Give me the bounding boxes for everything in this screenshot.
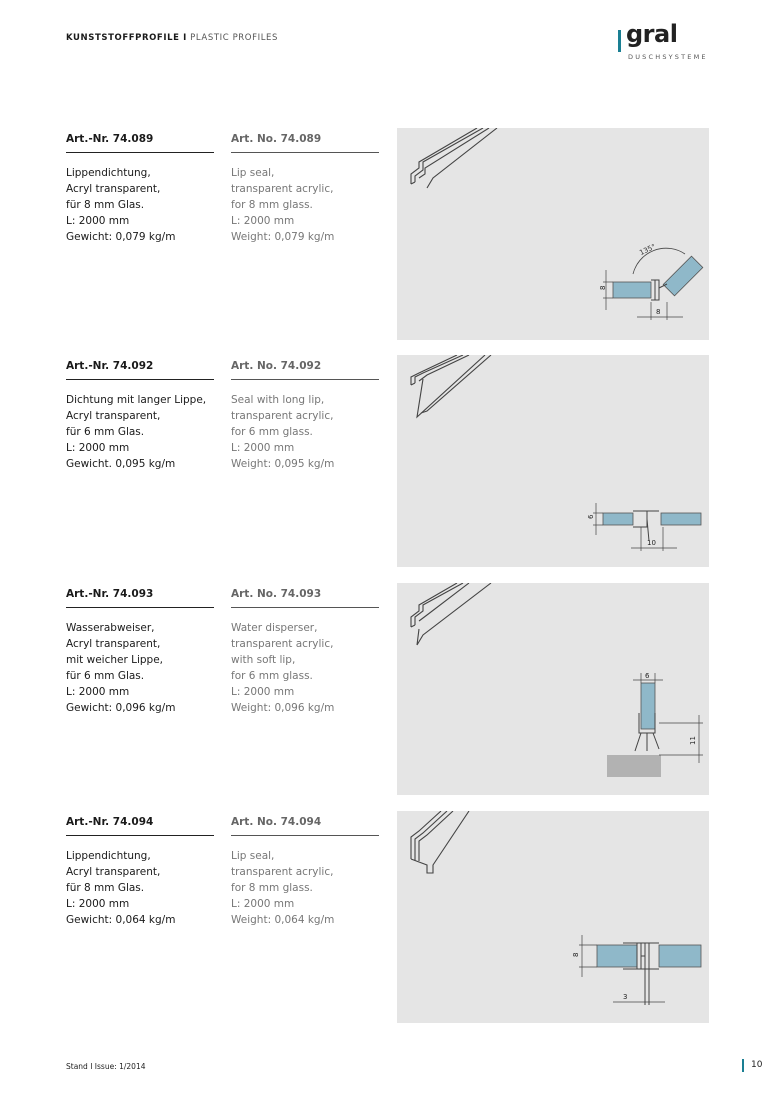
glass-pane [641,683,655,729]
desc-line: Weight: 0,096 kg/m [231,702,335,714]
desc-line: L: 2000 mm [66,898,130,910]
width-dim-label: 3 [623,993,628,1001]
product-row [0,132,777,347]
article-number-de: Art.-Nr. 74.094 [66,815,214,836]
desc-line: for 8 mm glass. [231,882,313,894]
description-en [231,392,379,472]
desc-line: Gewicht. 0,095 kg/m [66,458,176,470]
desc-line: for 8 mm glass. [231,199,313,211]
glass-dim-label: 8 [599,285,607,290]
desc-line: L: 2000 mm [66,686,130,698]
desc-line: Lip seal, [231,167,275,179]
glass-pane-right [659,945,701,967]
desc-line: L: 2000 mm [231,215,295,227]
glass-dim-label: 8 [572,952,580,957]
desc-line: L: 2000 mm [231,442,295,454]
desc-line: für 8 mm Glas. [66,199,145,211]
article-number-de: Art.-Nr. 74.092 [66,359,214,380]
product-drawing-panel [397,583,709,795]
desc-line: Seal with long lip, [231,394,325,406]
description-de [66,165,214,245]
desc-line: Dichtung mit langer Lippe, [66,394,207,406]
floor-block [607,755,661,777]
profile-drawing [397,583,709,795]
article-number-en: Art. No. 74.093 [231,587,379,608]
desc-line: for 6 mm glass. [231,426,313,438]
description-de [66,620,214,716]
profile-drawing [397,811,709,1023]
header-title-en: PLASTIC PROFILES [190,33,278,43]
desc-line: Lippendichtung, [66,850,151,862]
desc-line: für 6 mm Glas. [66,426,145,438]
glass-dim-label: 6 [587,514,595,519]
glass-pane-left [603,513,633,525]
logo-subtitle: DUSCHSYSTEME [628,53,708,61]
profile-perspective [411,355,491,417]
glass-dim-label: 6 [645,672,650,680]
desc-line: transparent acrylic, [231,410,334,422]
profile-drawing [397,355,709,567]
brand-logo [618,22,718,66]
product-drawing-panel [397,355,709,567]
glass-pane-right [661,513,701,525]
desc-line: transparent acrylic, [231,638,334,650]
desc-line: L: 2000 mm [231,686,295,698]
glass-pane-left [613,282,651,298]
glass-pane-left [597,945,637,967]
product-column-en [231,587,379,716]
desc-line: Water disperser, [231,622,318,634]
product-column-de [66,815,214,928]
width-dim-label: 8 [656,308,661,316]
product-column-en [231,132,379,245]
page-header [66,33,278,43]
desc-line: L: 2000 mm [66,442,130,454]
product-column-en [231,815,379,928]
desc-line: Acryl transparent, [66,183,161,195]
article-number-en: Art. No. 74.094 [231,815,379,836]
desc-line: Acryl transparent, [66,866,161,878]
article-number-de: Art.-Nr. 74.093 [66,587,214,608]
profile-perspective [411,811,469,873]
glass-pane-right [663,256,703,296]
desc-line: L: 2000 mm [231,898,295,910]
article-number-de: Art.-Nr. 74.089 [66,132,214,153]
desc-line: Acryl transparent, [66,638,161,650]
desc-line: Weight: 0,064 kg/m [231,914,335,926]
product-row [0,815,777,1030]
product-column-en [231,359,379,472]
width-dim-label: 10 [647,539,656,547]
logo-accent-bar [618,30,621,52]
desc-line: Gewicht: 0,096 kg/m [66,702,176,714]
product-column-de [66,359,214,472]
desc-line: Gewicht: 0,079 kg/m [66,231,176,243]
desc-line: transparent acrylic, [231,183,334,195]
desc-line: für 6 mm Glas. [66,670,145,682]
desc-line: mit weicher Lippe, [66,654,164,666]
seal-profile [633,511,659,541]
desc-line: with soft lip, [231,654,296,666]
angle-label: 135° [638,242,657,258]
product-column-de [66,132,214,245]
desc-line: Lippendichtung, [66,167,151,179]
issue-footer: Stand I Issue: 1/2014 [66,1062,146,1071]
header-title-de: KUNSTSTOFFPROFILE I [66,33,187,43]
description-en [231,620,379,716]
article-number-en: Art. No. 74.089 [231,132,379,153]
product-drawing-panel [397,128,709,340]
desc-line: L: 2000 mm [66,215,130,227]
description-en [231,165,379,245]
desc-line: Weight: 0,079 kg/m [231,231,335,243]
product-row [0,359,777,574]
product-drawing-panel [397,811,709,1023]
height-dim-label: 11 [689,736,697,745]
desc-line: Weight: 0,095 kg/m [231,458,335,470]
page-number: 10 [742,1059,762,1072]
logo-name: gral [626,20,678,48]
desc-line: Gewicht: 0,064 kg/m [66,914,176,926]
description-de [66,848,214,928]
product-column-de [66,587,214,716]
product-row [0,587,777,802]
desc-line: Acryl transparent, [66,410,161,422]
desc-line: Lip seal, [231,850,275,862]
desc-line: Wasserabweiser, [66,622,155,634]
article-number-en: Art. No. 74.092 [231,359,379,380]
description-en [231,848,379,928]
profile-perspective [411,128,497,188]
description-de [66,392,214,472]
profile-drawing [397,128,709,340]
desc-line: für 8 mm Glas. [66,882,145,894]
desc-line: transparent acrylic, [231,866,334,878]
profile-perspective [411,583,491,645]
desc-line: for 6 mm glass. [231,670,313,682]
